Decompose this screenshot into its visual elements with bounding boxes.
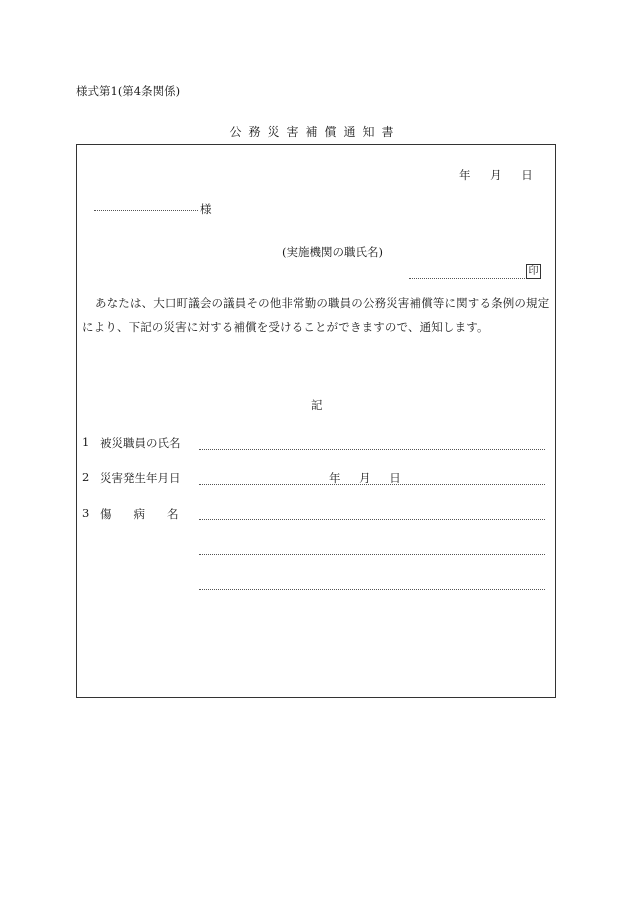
item-2-number: 2 (82, 470, 90, 484)
form-number-label: 様式第1(第4条関係) (76, 84, 181, 98)
item-1-label: 被災職員の氏名 (100, 436, 181, 450)
item-3-fill-line-3 (199, 589, 545, 590)
issue-date-line: 年 月 日 (459, 168, 533, 182)
issuer-label: (実施機関の職氏名) (282, 245, 383, 259)
item-1-number: 1 (82, 435, 90, 449)
item-2-fill-line (199, 484, 545, 485)
addressee-suffix: 様 (200, 202, 212, 216)
ki-heading: 記 (311, 398, 323, 412)
seal-mark: 印 (526, 264, 541, 279)
item-2-label: 災害発生年月日 (100, 471, 181, 485)
body-paragraph-line-1: あなたは、大口町議会の議員その他非常勤の職員の公務災害補償等に関する条例の規定 (95, 296, 550, 310)
item-3-number: 3 (82, 506, 90, 520)
form-frame (76, 144, 556, 698)
document-title: 公務災害補償通知書 (229, 125, 401, 139)
issuer-name-line (409, 278, 525, 279)
addressee-name-line (94, 210, 198, 211)
item-2-date-placeholder: 年 月 日 (329, 471, 401, 485)
item-3-fill-line-2 (199, 554, 545, 555)
body-paragraph-line-2: により、下記の災害に対する補償を受けることができますので、通知します。 (82, 320, 489, 334)
item-3-label: 傷病名 (100, 507, 201, 521)
item-3-fill-line (199, 519, 545, 520)
item-1-fill-line (199, 449, 545, 450)
